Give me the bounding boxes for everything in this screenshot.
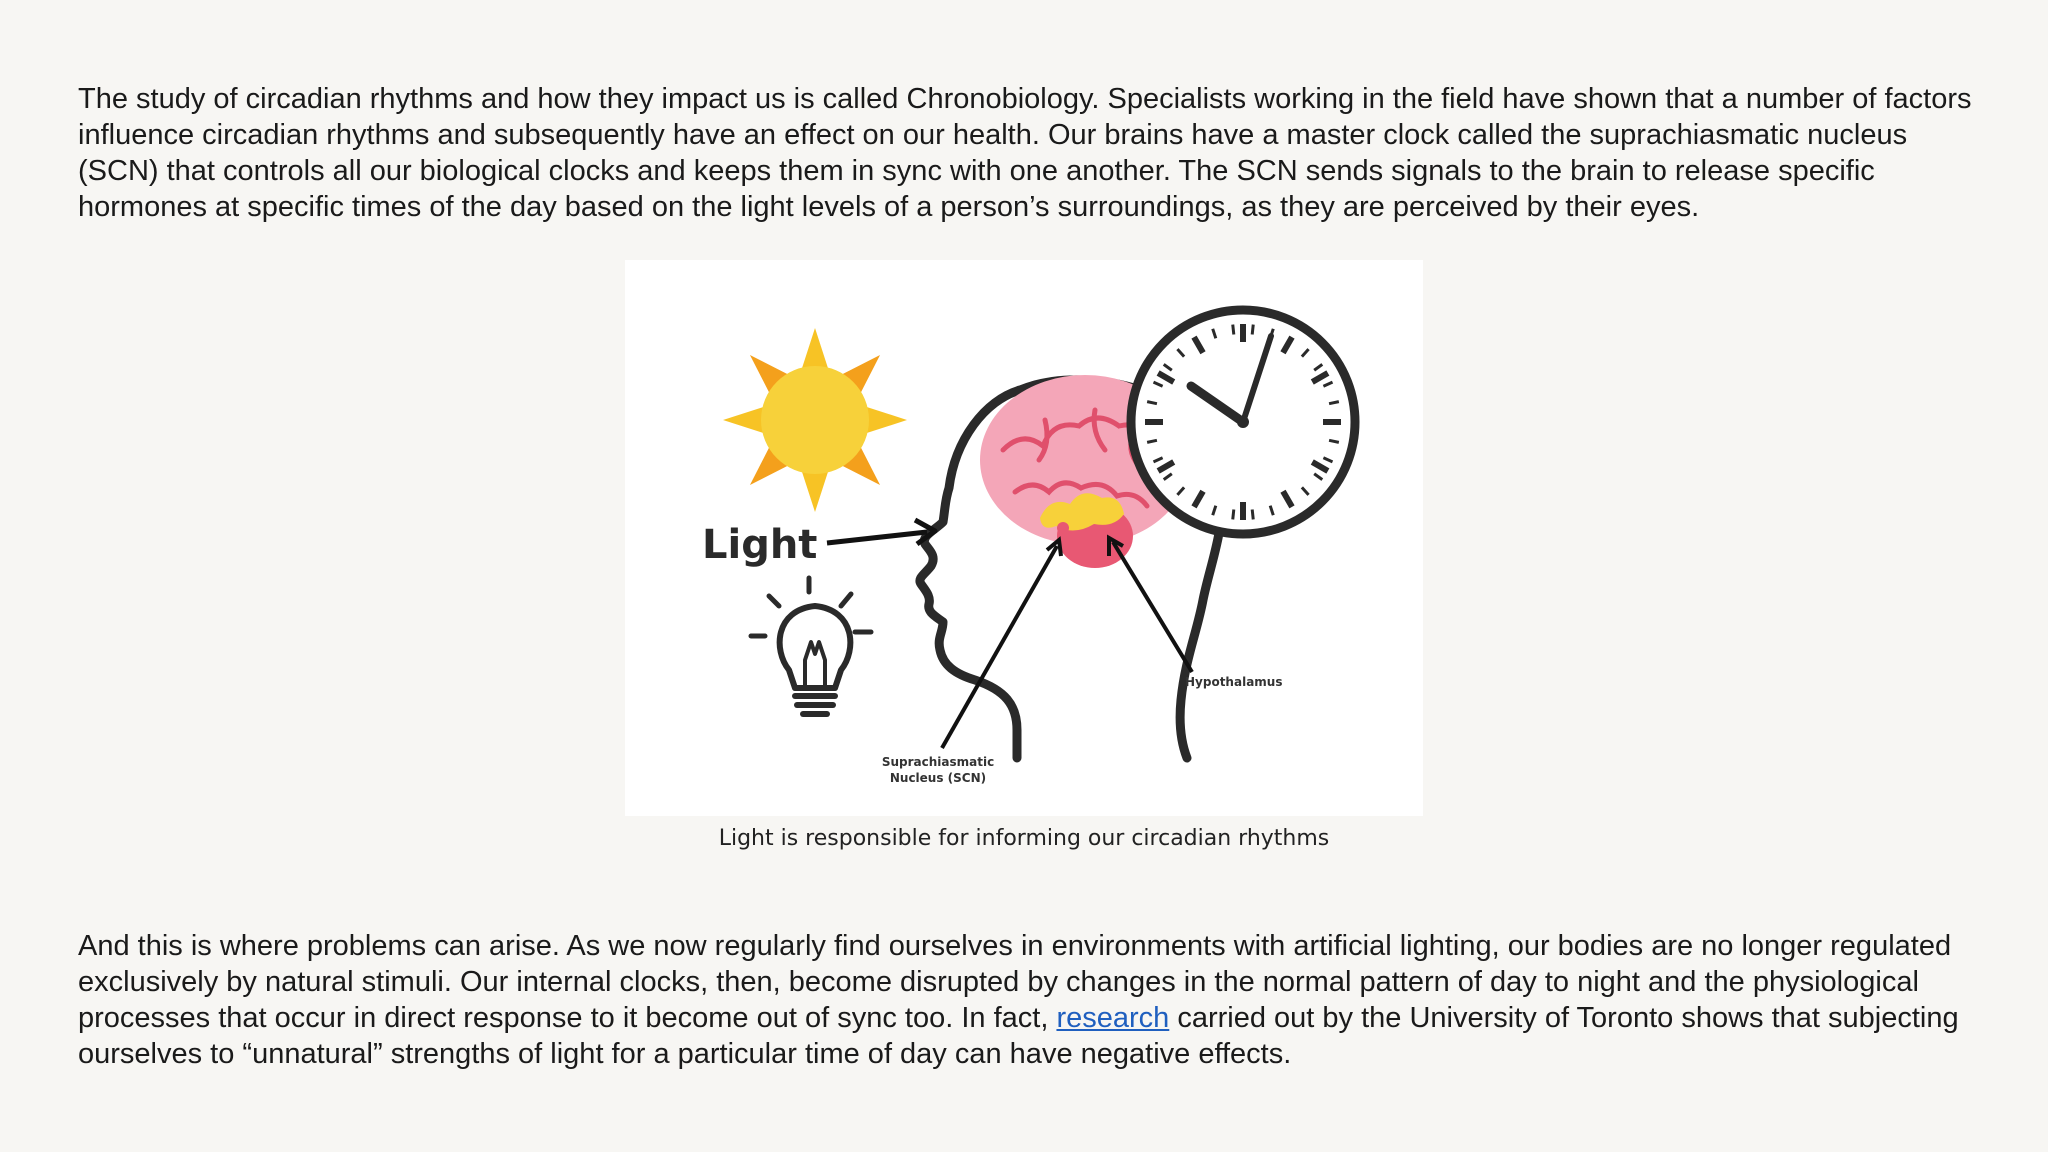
clock-tick [1252, 510, 1253, 520]
scn-label-line1: Suprachiasmatic [881, 755, 995, 769]
paragraph-text: carried out by the University of Toronto shows that subjecting ourselves to “unnatural” strengths of light for a particular time of day can have negative effects. [78, 1002, 1959, 1070]
circadian-illustration [625, 260, 1423, 816]
clock-tick [1329, 402, 1339, 404]
clock-tick [1233, 325, 1234, 335]
figure-caption: Light is responsible for informing our circadian rhythms [718, 826, 1330, 851]
research-link[interactable]: research [1056, 1002, 1170, 1034]
clock-tick [1252, 325, 1253, 335]
intro-paragraph: The study of circadian rhythms and how they impact us is called Chronobiology. Specialists working in the field have shown that a number of factors influence circadian rhythms and subsequently have an effect on our health. Our brains have a master clock called the suprachiasmatic nucleus (SCN) that controls all our biological clocks and keeps them in sync with one another. The SCN sends signals to the brain to release specific hormones at specific times of the day based on the light levels of a person’s surroundings, as they are perceived by their eyes. [78, 83, 1972, 223]
scn-label-line2: Nucleus (SCN) [889, 771, 987, 785]
sun-icon [723, 328, 907, 512]
clock-tick [1329, 440, 1339, 442]
clock-tick [1147, 440, 1157, 442]
clock-tick [1233, 510, 1234, 520]
hypothalamus-label: Hypothalamus [1185, 675, 1283, 689]
clock-icon [1131, 310, 1355, 534]
clock-tick [1147, 402, 1157, 404]
paragraph-text: And this is where problems can arise. As we now regularly find ourselves in environments with artificial lighting, our bodies are no longer regulated exclusively by natural stimuli. Our internal clocks, then, become disrupted by changes in the normal pattern of day to night and the physiological processes that occur in direct response to it become out of sync too. In fact, [78, 930, 1952, 1034]
lightbulb-icon [751, 578, 871, 714]
problems-paragraph [78, 928, 1978, 1072]
light-label: Light [702, 522, 818, 568]
